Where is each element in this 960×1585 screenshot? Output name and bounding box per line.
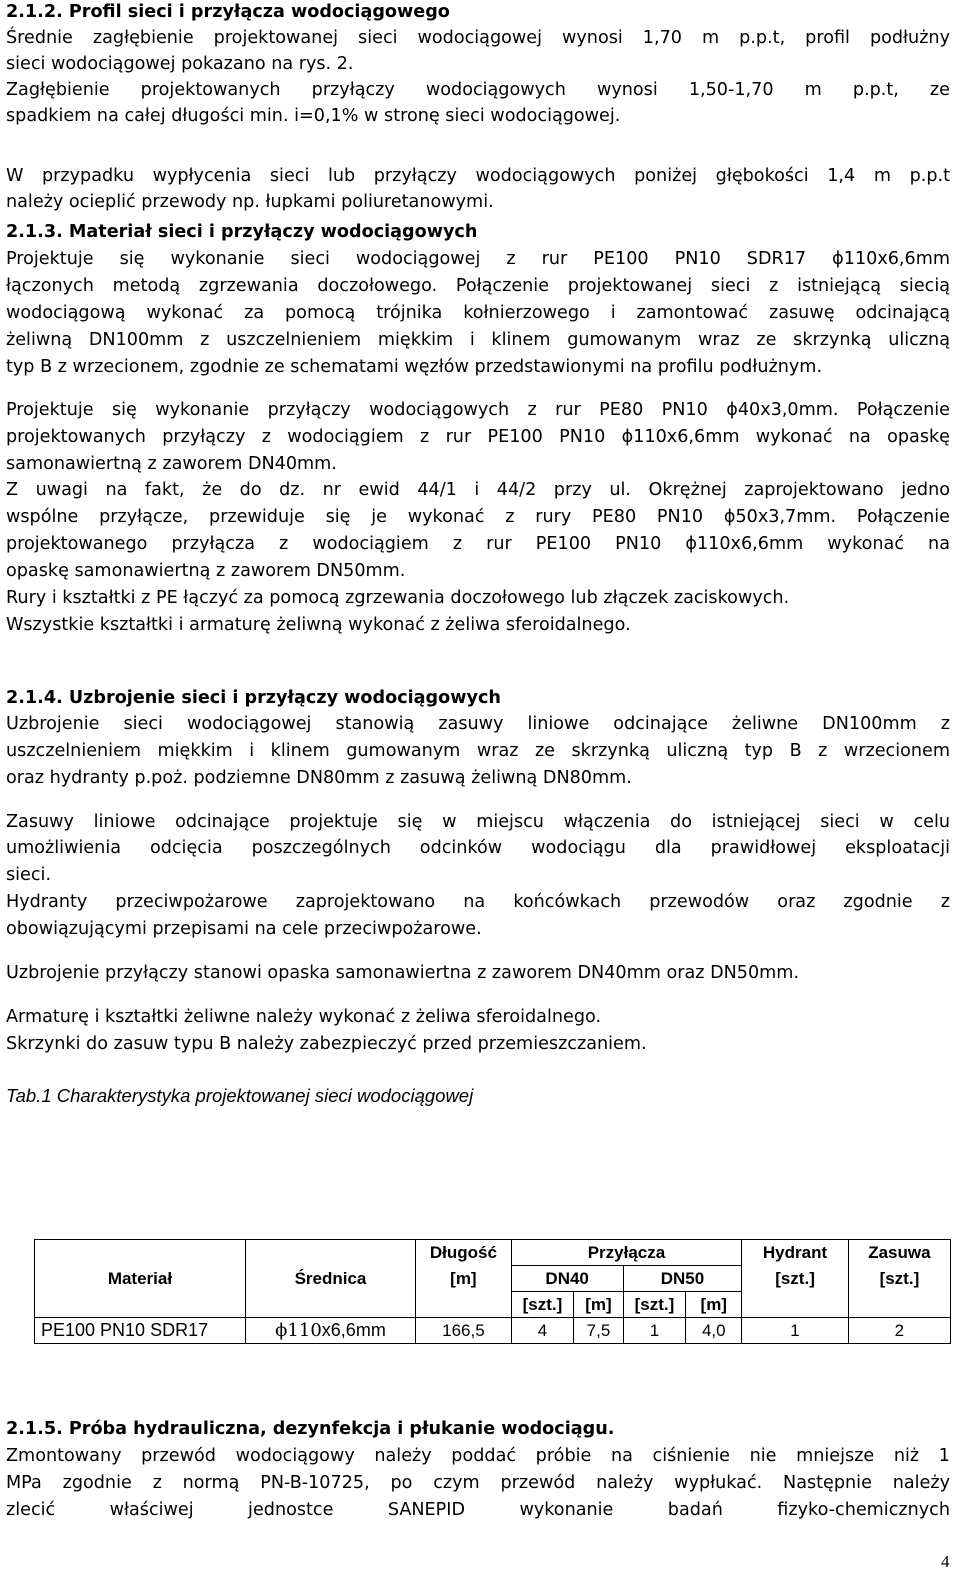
cell-zasuwa: 2 xyxy=(848,1318,950,1344)
paragraph-line: opaskę samonawiertną z zaworem DN50mm. xyxy=(6,561,406,581)
header-hydrant-empty xyxy=(742,1292,849,1318)
cell-srednica-rest: x6,6mm xyxy=(321,1320,386,1340)
paragraph-line: Zagłębienie projektowanych przyłączy wodociągowych wynosi 1,50-1,70 m p.p.t, ze xyxy=(6,80,950,100)
section-heading-2-1-3: 2.1.3. Materiał sieci i przyłączy wodociągowych xyxy=(6,222,478,242)
paragraph-line: zlecić właściwej jednostce SANEPID wykonanie badań fizyko-chemicznych xyxy=(6,1500,950,1520)
header-przylacza: Przyłącza xyxy=(511,1240,742,1266)
header-dn50: DN50 xyxy=(623,1266,742,1292)
paragraph-line: MPa zgodnie z normą PN-B-10725, po czym przewód należy wypłukać. Następnie należy xyxy=(6,1473,950,1493)
paragraph-line: Hydranty przeciwpożarowe zaprojektowano na końcówkach przewodów oraz zgodnie z xyxy=(6,892,950,912)
cell-dn50-szt: 1 xyxy=(623,1318,686,1344)
header-srednica: Średnica xyxy=(245,1240,415,1318)
cell-dn50-m: 4,0 xyxy=(686,1318,742,1344)
section-heading-2-1-4: 2.1.4. Uzbrojenie sieci i przyłączy wodociągowych xyxy=(6,688,501,708)
header-dlugosc: Długość xyxy=(416,1240,512,1266)
paragraph-line: uszczelnieniem miękkim i klinem gumowanym wraz ze skrzynką uliczną typ B z wrzecionem xyxy=(6,741,950,761)
cell-dn40-szt: 4 xyxy=(511,1318,574,1344)
paragraph-line: wodociągową wykonać za pomocą trójnika kołnierzowego i zamontować zasuwę odcinającą xyxy=(6,303,950,323)
paragraph-line: oraz hydranty p.poż. podziemne DN80mm z zasuwą żeliwną DN80mm. xyxy=(6,768,632,788)
paragraph-line: Uzbrojenie sieci wodociągowej stanowią zasuwy liniowe odcinające żeliwne DN100mm z xyxy=(6,714,950,734)
paragraph-line: spadkiem na całej długości min. i=0,1% w stronę sieci wodociągowej. xyxy=(6,106,621,126)
cell-srednica-phi: ϕ110 xyxy=(275,1320,322,1341)
paragraph-line: żeliwną DN100mm z uszczelnieniem miękkim i klinem gumowanym wraz ze skrzynką uliczną xyxy=(6,330,950,350)
paragraph-line: sieci wodociągowej pokazano na rys. 2. xyxy=(6,54,354,74)
cell-srednica xyxy=(245,1318,415,1344)
header-material: Materiał xyxy=(35,1240,246,1318)
header-dn40: DN40 xyxy=(511,1266,623,1292)
paragraph-line: projektowanego przyłącza z wodociągiem z rur PE100 PN10 ϕ110x6,6mm wykonać na xyxy=(6,534,950,554)
paragraph-line: Zmontowany przewód wodociągowy należy poddać próbie na ciśnienie nie mniejsze niż 1 xyxy=(6,1446,950,1466)
paragraph-line: Średnie zagłębienie projektowanej sieci wodociągowej wynosi 1,70 m p.p.t, profil podłużny xyxy=(6,28,950,48)
header-dn40-szt: [szt.] xyxy=(511,1292,574,1318)
paragraph-line: wspólne przyłącze, przewiduje się je wykonać z rury PE80 PN10 ϕ50x3,7mm. Połączenie xyxy=(6,507,950,527)
cell-dn40-m: 7,5 xyxy=(574,1318,623,1344)
paragraph-line: Projektuje się wykonanie przyłączy wodociągowych z rur PE80 PN10 ϕ40x3,0mm. Połączenie xyxy=(6,400,950,420)
section-heading-2-1-5: 2.1.5. Próba hydrauliczna, dezynfekcja i płukanie wodociągu. xyxy=(6,1419,615,1439)
paragraph-line: umożliwienia odcięcia poszczególnych odcinków wodociągu dla prawidłowej eksploatacji xyxy=(6,838,950,858)
cell-material: PE100 PN10 SDR17 xyxy=(35,1318,246,1344)
paragraph-line: Skrzynki do zasuw typu B należy zabezpieczyć przed przemieszczaniem. xyxy=(6,1034,647,1054)
section-heading-2-1-2: 2.1.2. Profil sieci i przyłącza wodociągowego xyxy=(6,2,450,22)
paragraph-line: należy ocieplić przewody np. łupkami poliuretanowymi. xyxy=(6,192,494,212)
cell-hydrant: 1 xyxy=(742,1318,849,1344)
paragraph-line: W przypadku wypłycenia sieci lub przyłączy wodociągowych poniżej głębokości 1,4 m p.p.t xyxy=(6,166,950,186)
header-hydrant-unit: [szt.] xyxy=(742,1266,849,1292)
header-zasuwa-unit: [szt.] xyxy=(848,1266,950,1292)
paragraph-line: Projektuje się wykonanie sieci wodociągowej z rur PE100 PN10 SDR17 ϕ110x6,6mm xyxy=(6,249,950,269)
header-zasuwa-empty xyxy=(848,1292,950,1318)
paragraph-line: Wszystkie kształtki i armaturę żeliwną wykonać z żeliwa sferoidalnego. xyxy=(6,615,631,635)
header-dn40-m: [m] xyxy=(574,1292,623,1318)
paragraph-line: projektowanych przyłączy z wodociągiem z rur PE100 PN10 ϕ110x6,6mm wykonać na opaskę xyxy=(6,427,950,447)
header-dlugosc-empty xyxy=(416,1292,512,1318)
header-hydrant: Hydrant xyxy=(742,1240,849,1266)
specification-table xyxy=(34,1239,951,1344)
cell-dlugosc: 166,5 xyxy=(416,1318,512,1344)
header-zasuwa: Zasuwa xyxy=(848,1240,950,1266)
header-dn50-m: [m] xyxy=(686,1292,742,1318)
paragraph-line: sieci. xyxy=(6,865,52,885)
page-number: 4 xyxy=(941,1552,950,1571)
paragraph-line: Uzbrojenie przyłączy stanowi opaska samonawiertna z zaworem DN40mm oraz DN50mm. xyxy=(6,963,800,983)
table-caption: Tab.1 Charakterystyka projektowanej sieci wodociągowej xyxy=(6,1085,474,1106)
header-dn50-szt: [szt.] xyxy=(623,1292,686,1318)
paragraph-line: Zasuwy liniowe odcinające projektuje się w miejscu włączenia do istniejącej sieci w celu xyxy=(6,812,950,832)
header-dlugosc-unit: [m] xyxy=(416,1266,512,1292)
paragraph-line: Rury i kształtki z PE łączyć za pomocą zgrzewania doczołowego lub złączek zaciskowych. xyxy=(6,588,790,608)
paragraph-line: łączonych metodą zgrzewania doczołowego. Połączenie projektowanej sieci z istniejącą siecią xyxy=(6,276,950,296)
paragraph-line: samonawiertną z zaworem DN40mm. xyxy=(6,454,337,474)
paragraph-line: typ B z wrzecionem, zgodnie ze schematami węzłów przedstawionymi na profilu podłużnym. xyxy=(6,357,823,377)
paragraph-line: Z uwagi na fakt, że do dz. nr ewid 44/1 i 44/2 przy ul. Okrężnej zaprojektowano jedno xyxy=(6,480,950,500)
paragraph-line: obowiązującymi przepisami na cele przeciwpożarowe. xyxy=(6,919,482,939)
paragraph-line: Armaturę i kształtki żeliwne należy wykonać z żeliwa sferoidalnego. xyxy=(6,1007,602,1027)
table-row xyxy=(35,1318,951,1344)
